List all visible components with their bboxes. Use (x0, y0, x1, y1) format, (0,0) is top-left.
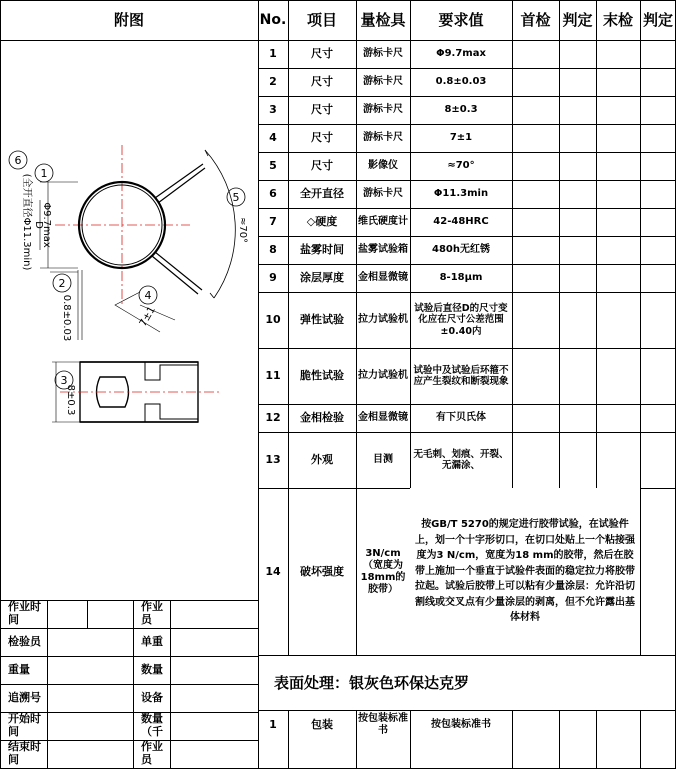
row-requirement: 42-48HRC (433, 216, 489, 227)
row-no: 10 (265, 313, 281, 327)
judge-header-1: 判定 (562, 11, 593, 29)
row-requirement: 7±1 (449, 132, 473, 143)
row-instrument: 金相显微镜 (358, 412, 408, 423)
row-instrument: 拉力试验机 (358, 370, 408, 381)
row-instrument: 游标卡尺 (363, 48, 403, 59)
svg-text:8±0.3: 8±0.3 (65, 384, 76, 416)
row-item: 尺寸 (311, 103, 333, 117)
last-check-header: 末检 (602, 11, 633, 29)
row-instrument: 目测 (373, 454, 393, 465)
trace-no-label: 追溯号 (8, 690, 41, 704)
svg-text:(全开直径Φ11.3min): (全开直径Φ11.3min) (21, 173, 32, 271)
row-instrument: 游标卡尺 (363, 104, 403, 115)
row-item: 破坏强度 (300, 564, 344, 578)
row-requirement: Φ9.7max (436, 48, 486, 59)
row-item: 脆性试验 (300, 369, 344, 383)
svg-text:1: 1 (40, 167, 48, 180)
judge-header-2: 判定 (642, 11, 673, 29)
row-no: 1 (269, 47, 277, 61)
packaging-requirement: 按包装标准书 (431, 719, 491, 730)
row-requirement: 按GB/T 5270的规定进行胶带试验，在试验件上，划一个十字形切口，在切口处贴上一个粘接强度为3 N/cm，宽度为18 mm的胶带，然后在胶带上施加一个垂直于试验件表面的稳定拉力将胶带拉起。试验后胶带上可以粘有少量涂层：允许沿切割线或交叉点有少量涂层的剥离，但不允许露出基体材料 (410, 488, 640, 655)
inspector-label: 检验员 (8, 634, 41, 648)
work-time-label: 作业时间 (8, 600, 41, 626)
quantity-k-label: 数量（千 (141, 712, 163, 738)
row-requirement: Φ11.3min (433, 188, 489, 199)
svg-text:≈70°: ≈70° (237, 216, 248, 244)
packaging-item: 包装 (311, 718, 333, 732)
row-instrument: 游标卡尺 (363, 188, 403, 199)
row-no: 5 (269, 159, 277, 173)
row-item: 弹性试验 (300, 313, 344, 327)
row-instrument: 维氏硬度计 (358, 216, 408, 227)
row-item: 金相检验 (300, 411, 344, 425)
svg-text:4: 4 (144, 289, 152, 302)
row-requirement: 有下贝氏体 (436, 412, 486, 423)
svg-text:5: 5 (232, 191, 240, 204)
svg-text:6: 6 (14, 154, 22, 167)
row-instrument: 3N/cm（宽度为18mm的胶带） (360, 547, 406, 595)
part-drawing (0, 40, 258, 600)
operator2-label: 作业员 (141, 740, 163, 766)
packaging-no: 1 (269, 718, 277, 732)
row-instrument: 影像仪 (368, 160, 398, 171)
row-requirement: 无毛刺、划痕、开裂、无漏涂、 (413, 448, 509, 471)
quantity-label: 数量 (141, 662, 163, 676)
row-instrument: 游标卡尺 (363, 76, 403, 87)
row-instrument: 金相显微镜 (358, 272, 408, 283)
row-no: 3 (269, 103, 277, 117)
row-no: 7 (269, 215, 277, 229)
equipment-label: 设备 (141, 690, 163, 704)
row-item: 盐雾时间 (300, 243, 344, 257)
row-instrument: 盐雾试验箱 (358, 244, 408, 255)
end-time-label: 结束时间 (8, 740, 41, 766)
figure-header: 附图 (113, 11, 144, 29)
row-instrument: 拉力试验机 (358, 314, 408, 325)
row-no: 6 (269, 187, 277, 201)
row-requirement: 0.8±0.03 (435, 76, 487, 87)
row-item: ◇硬度 (306, 215, 338, 229)
row-no: 8 (269, 243, 277, 257)
row-requirement: 8-18μm (439, 272, 483, 283)
row-requirement: 试验中及试验后环箍不应产生裂纹和断裂现象 (413, 364, 509, 387)
svg-text:D: D (33, 221, 44, 229)
operator-label: 作业员 (141, 600, 163, 626)
item-header: 项目 (306, 11, 337, 29)
row-item: 涂层厚度 (300, 271, 344, 285)
row-item: 尺寸 (311, 159, 333, 173)
row-no: 13 (265, 453, 281, 467)
row-no: 4 (269, 131, 277, 145)
surface-treatment: 表面处理：银灰色环保达克罗 (274, 673, 470, 692)
row-no: 11 (265, 369, 281, 383)
unit-weight-label: 单重 (141, 634, 163, 648)
row-requirement: 8±0.3 (444, 104, 478, 115)
row-requirement: 480h无红锈 (432, 244, 490, 255)
requirement-header: 要求值 (438, 11, 484, 29)
row-requirement: ≈70° (447, 160, 475, 171)
instrument-header: 量检具 (360, 11, 406, 29)
row-no: 12 (265, 411, 281, 425)
svg-text:Φ9.7max: Φ9.7max (41, 202, 52, 248)
row-no: 2 (269, 75, 277, 89)
start-time-label: 开始时间 (8, 712, 41, 738)
row-item: 尺寸 (311, 75, 333, 89)
row-instrument: 游标卡尺 (363, 132, 403, 143)
row-item: 外观 (311, 453, 333, 467)
first-check-header: 首检 (520, 11, 551, 29)
no-header: No. (259, 11, 287, 28)
row-requirement: 试验后直径D的尺寸变化应在尺寸公差范围±0.40内 (414, 302, 508, 337)
weight-label: 重量 (8, 662, 30, 676)
row-no: 14 (265, 564, 281, 578)
row-item: 全开直径 (300, 187, 344, 201)
packaging-instrument: 按包装标准书 (358, 713, 408, 736)
row-no: 9 (269, 271, 277, 285)
svg-text:2: 2 (58, 277, 66, 290)
row-item: 尺寸 (311, 47, 333, 61)
svg-text:7±1: 7±1 (137, 304, 158, 329)
svg-text:3: 3 (60, 374, 68, 387)
svg-text:0.8±0.03: 0.8±0.03 (61, 294, 72, 342)
row-item: 尺寸 (311, 131, 333, 145)
